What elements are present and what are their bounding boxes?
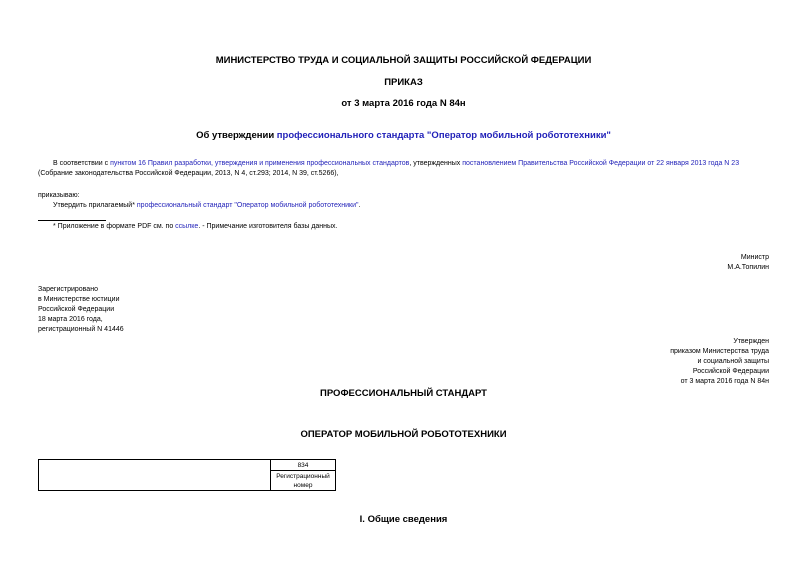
order-title-prefix: Об утверждении (196, 130, 277, 141)
signature-name: М.А.Топилин (727, 264, 769, 271)
ministry-title: МИНИСТЕРСТВО ТРУДА И СОЦИАЛЬНОЙ ЗАЩИТЫ РОССИЙСКОЙ ФЕДЕРАЦИИ (215, 55, 592, 66)
approve-paragraph (53, 201, 360, 211)
approved-line: Российской Федерации (692, 368, 769, 375)
reg-label-line-1: Регистрационный (276, 472, 330, 480)
approve-text-a: Утвердить прилагаемый* (53, 202, 137, 209)
order-title (0, 130, 807, 141)
footnote-text-b: . - Примечание изготовителя базы данных. (198, 223, 338, 230)
approved-line: от 3 марта 2016 года N 84н (680, 378, 769, 385)
approve-text-b: . (358, 202, 361, 209)
reg-table-empty-cell (39, 460, 271, 491)
basis-text-b: , утвержденных (409, 160, 463, 167)
resolution-link[interactable]: постановлением Правительства Российской Федерации от 22 января 2013 года N 23 (462, 160, 740, 167)
registration-block (38, 285, 124, 335)
footnote-rule (38, 220, 106, 221)
approved-line: и социальной защиты (697, 358, 769, 365)
order-type: ПРИКАЗ (384, 77, 423, 88)
approved-line: приказом Министерства труда (670, 348, 769, 355)
standard-link[interactable]: профессионального стандарта "Оператор мобильной робототехники" (276, 130, 611, 141)
standard-name: ОПЕРАТОР МОБИЛЬНОЙ РОБОТОТЕХНИКИ (300, 429, 507, 440)
signature-title: Министр (740, 254, 769, 261)
standard-heading: ПРОФЕССИОНАЛЬНЫЙ СТАНДАРТ (320, 388, 487, 399)
reg-number-label (271, 471, 336, 491)
registration-line: Российской Федерации (38, 306, 115, 313)
registration-number-table (38, 459, 336, 491)
footnote-text-a: * Приложение в формате PDF см. по (53, 223, 176, 230)
signature-block (727, 253, 769, 273)
paragraph-basis-line-2: (Собрание законодательства Российской Федерации, 2013, N 4, ст.293; 2014, N 39, ст.5266), (38, 170, 339, 177)
basis-text-a: В соответствии с (53, 160, 111, 167)
approved-block (670, 337, 769, 387)
reg-label-line-2: номер (293, 481, 313, 489)
order-date-number: от 3 марта 2016 года N 84н (341, 98, 466, 109)
footnote (53, 222, 338, 232)
standard-attachment-link[interactable]: профессиональный стандарт "Оператор мобильной робототехники" (136, 202, 359, 209)
registration-line: Зарегистрировано (38, 286, 98, 293)
registration-line: регистрационный N 41446 (38, 326, 124, 333)
order-verb: приказываю: (38, 192, 80, 199)
paragraph-basis-line-1 (53, 159, 739, 169)
rules-link[interactable]: пунктом 16 Правил разработки, утверждения и применения профессиональных стандартов (110, 160, 410, 167)
section-general-info: I. Общие сведения (359, 514, 448, 525)
approved-line: Утвержден (733, 338, 769, 345)
reg-number-value: 834 (271, 460, 336, 471)
pdf-link[interactable]: ссылке (175, 223, 199, 230)
registration-line: 18 марта 2016 года, (38, 316, 103, 323)
registration-line: в Министерстве юстиции (38, 296, 120, 303)
